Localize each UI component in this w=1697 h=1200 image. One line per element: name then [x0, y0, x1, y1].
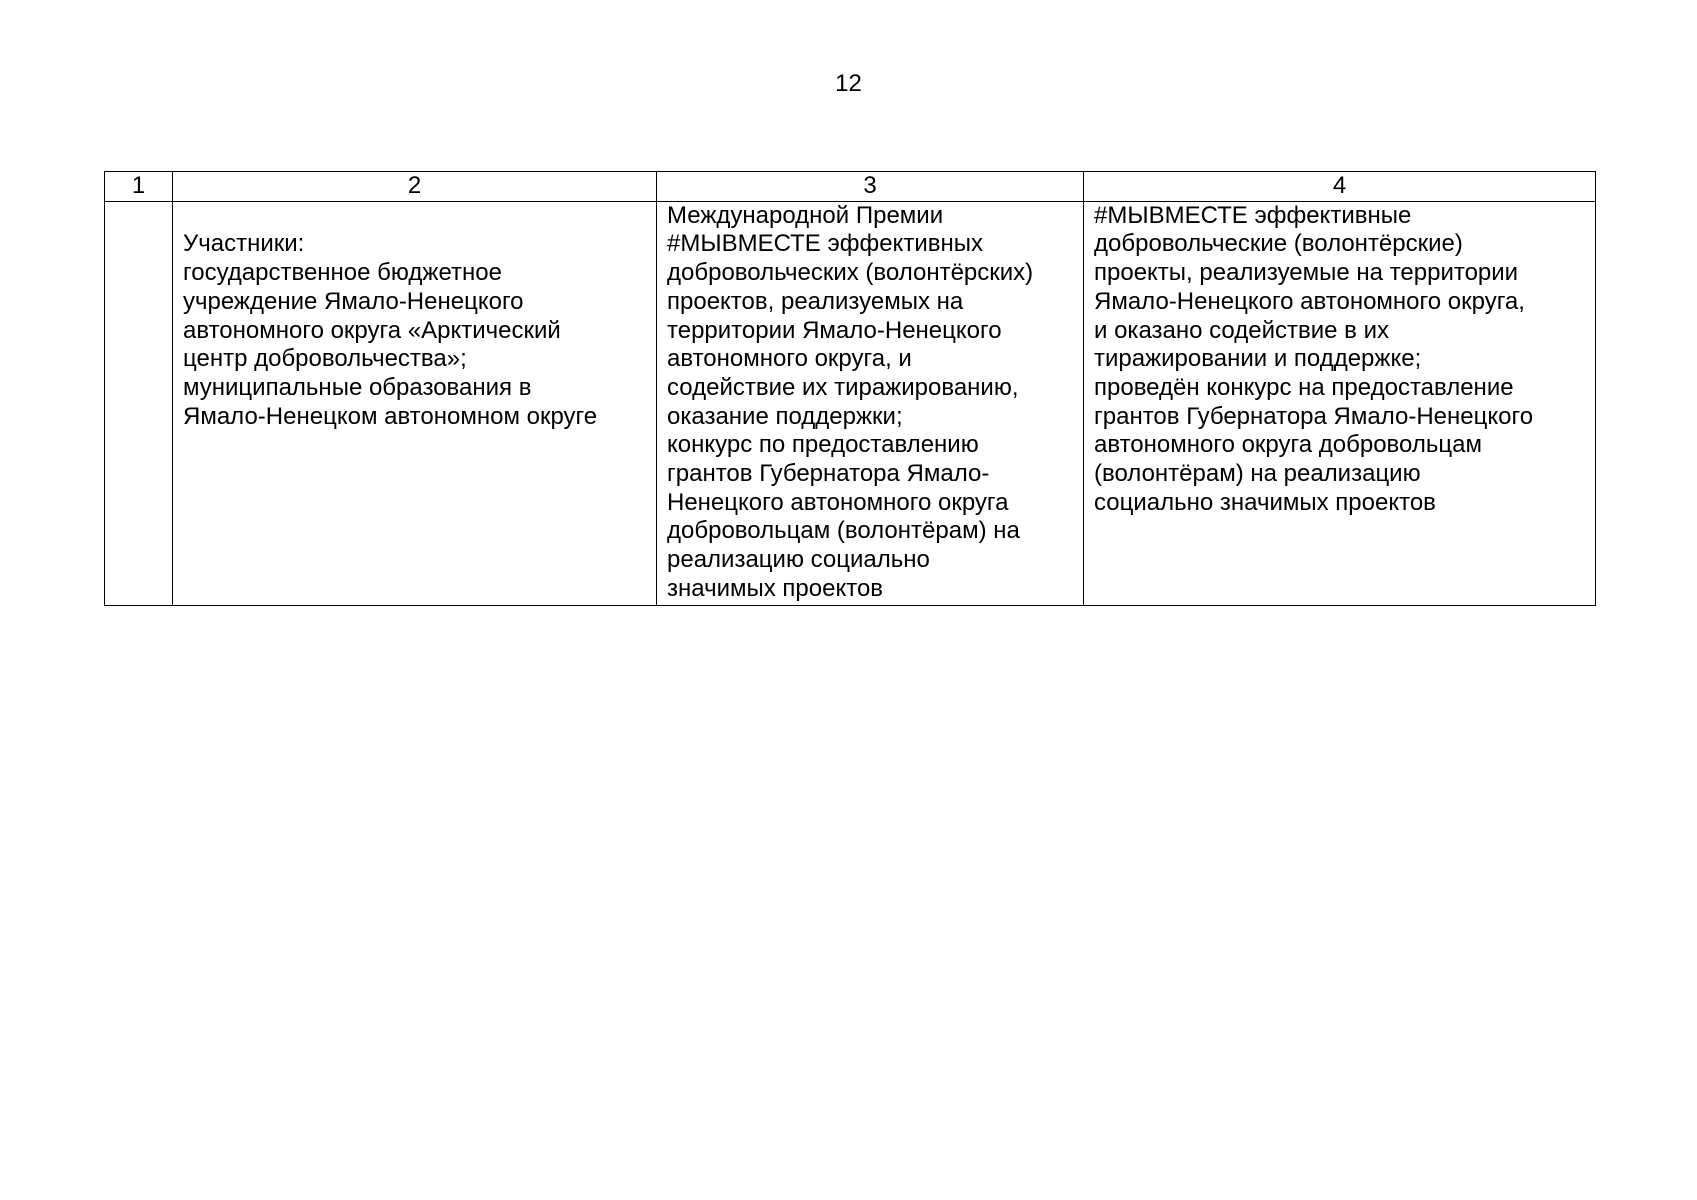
text-line: автономного округа, и: [667, 345, 912, 373]
cell-col2: [173, 201, 657, 605]
text-line: #МЫВМЕСТЕ эффективные: [1094, 201, 1412, 229]
cell-col1: [105, 201, 173, 605]
text-line: и оказано содействие в их: [1094, 316, 1389, 344]
text-line: грантов Губернатора Ямало-Ненецкого: [1094, 402, 1534, 430]
text-line: добровольцам (волонтёрам) на: [667, 517, 1020, 545]
text-line: проведён конкурс на предоставление: [1094, 373, 1514, 401]
text-line: Ненецкого автономного округа: [667, 488, 1009, 516]
text-line: центр добровольчества»;: [183, 345, 467, 373]
text-line: оказание поддержки;: [667, 402, 903, 430]
header-cell-3: 3: [657, 172, 1084, 202]
text-line: конкурс по предоставлению: [667, 431, 979, 459]
page-number: 12: [835, 70, 862, 97]
header-cell-1: 1: [105, 172, 173, 202]
text-line: добровольческих (волонтёрских): [667, 259, 1034, 287]
participants-text: [183, 202, 646, 433]
text-line: территории Ямало-Ненецкого: [667, 316, 1002, 344]
text-line: тиражировании и поддержке;: [1094, 345, 1422, 373]
text-line: значимых проектов: [667, 574, 884, 602]
text-line: автономного округа добровольцам: [1094, 431, 1482, 459]
header-cell-2: 2: [173, 172, 657, 202]
text-line: Международной Премии: [667, 201, 944, 229]
results-text: [1094, 202, 1585, 519]
text-line: [183, 202, 646, 231]
text-line: (волонтёрам) на реализацию: [1094, 460, 1421, 488]
text-line: государственное бюджетное: [183, 259, 502, 287]
text-line: грантов Губернатора Ямало-: [667, 460, 990, 488]
text-line: социально значимых проектов: [1094, 488, 1436, 516]
text-line: #МЫВМЕСТЕ эффективных: [667, 230, 983, 258]
text-line: муниципальные образования в: [183, 373, 532, 401]
cell-col3: [657, 201, 1084, 605]
text-line: реализацию социально: [667, 546, 930, 574]
text-line: проекты, реализуемые на территории: [1094, 259, 1519, 287]
cell-col4: [1084, 201, 1596, 605]
text-line: учреждение Ямало-Ненецкого: [183, 287, 524, 315]
text-line: добровольческие (волонтёрские): [1094, 230, 1463, 258]
table-header-row: [105, 172, 1596, 202]
text-line: Участники:: [183, 230, 305, 258]
events-text: [667, 202, 1073, 605]
text-line: Ямало-Ненецком автономном округе: [183, 402, 598, 430]
text-line: Ямало-Ненецкого автономного округа,: [1094, 287, 1525, 315]
header-cell-4: 4: [1084, 172, 1596, 202]
text-line: проектов, реализуемых на: [667, 287, 964, 315]
text-line: автономного округа «Арктический: [183, 316, 561, 344]
document-table: [104, 171, 1596, 606]
table-row: [105, 201, 1596, 605]
text-line: содействие их тиражированию,: [667, 373, 1019, 401]
